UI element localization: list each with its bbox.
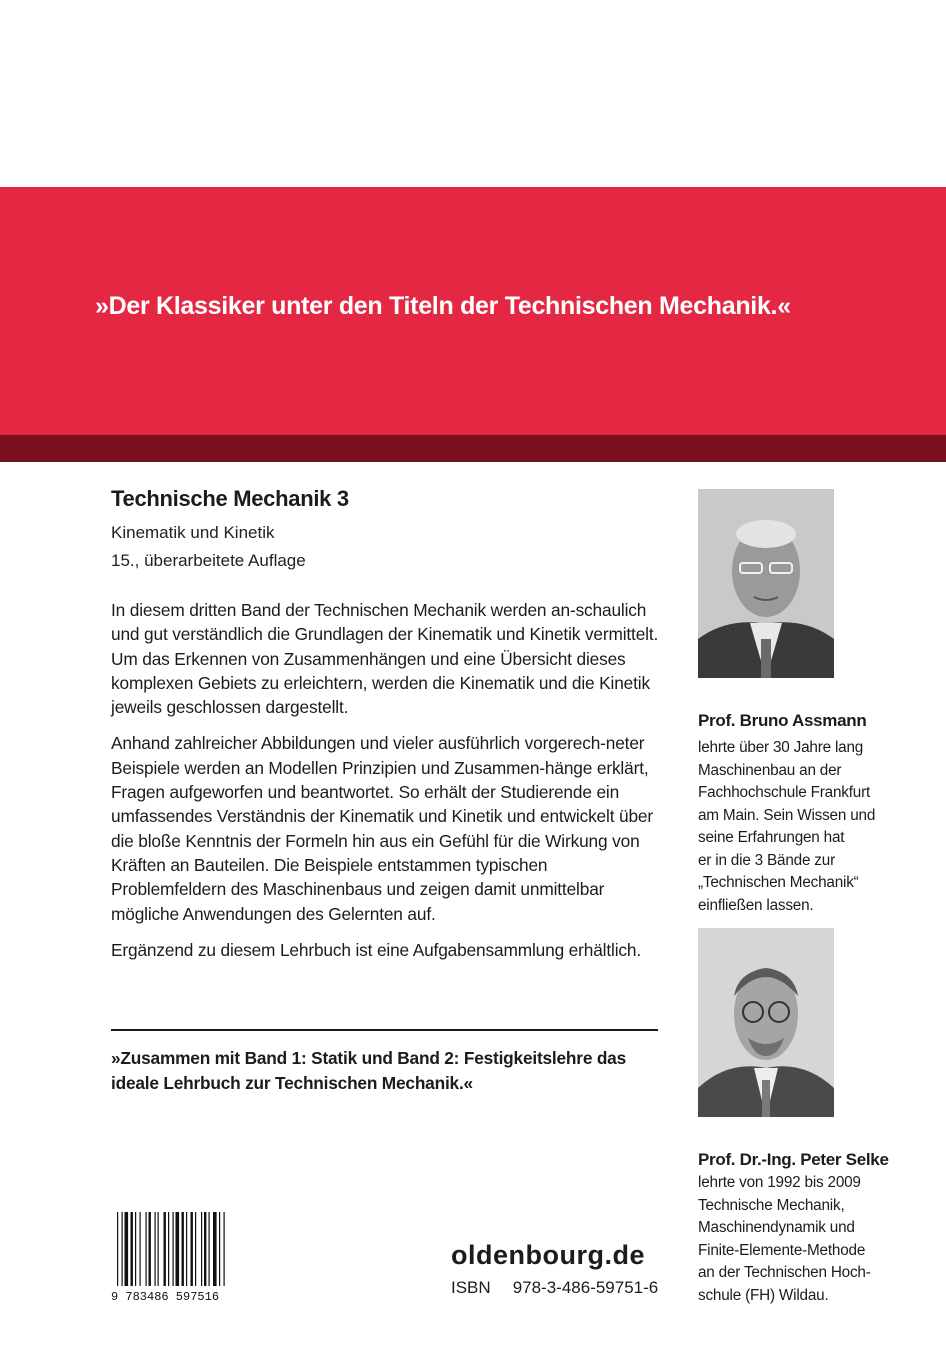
description <box>111 598 659 974</box>
author-name-selke: Prof. Dr.-Ing. Peter Selke <box>698 1150 889 1169</box>
divider <box>111 1029 658 1031</box>
isbn-line <box>451 1278 658 1298</box>
book-subtitle: Kinematik und Kinetik <box>111 523 275 542</box>
header-quote: »Der Klassiker unter den Titeln der Technischen Mechanik.« <box>95 292 791 320</box>
header-dark-stripe <box>0 435 946 462</box>
author-bio-selke: lehrte von 1992 bis 2009 Technische Mechanik, Maschinendynamik und Finite-Elemente-Methode an der Technischen Hoch- schule (FH) Wildau. <box>698 1174 871 1304</box>
publisher-url[interactable]: oldenbourg.de <box>451 1240 645 1270</box>
barcode-digits: 9 783486 597516 <box>111 1290 220 1302</box>
author-bio-assmann: lehrte über 30 Jahre lang Maschinenbau an der Fachhochschule Frankfurt am Main. Sein Wissen und seine Erfahrungen hat er in die 3 Bände zur „Technischen Mechanik“ einfließen lassen. <box>698 739 876 914</box>
description-paragraph-3: Ergänzend zu diesem Lehrbuch ist eine Aufgabensammlung erhältlich. <box>111 939 641 960</box>
book-title: Technische Mechanik 3 <box>111 486 349 511</box>
book-edition: 15., überarbeitete Auflage <box>111 551 306 570</box>
isbn-barcode <box>111 1212 261 1302</box>
description-paragraph-1: In diesem dritten Band der Technischen Mechanik werden an-schaulich und gut verständlich die Grundlagen der Kinematik und Kinetik vermittelt. Um das Erkennen von Zusammenhängen und eine Übersicht dieses komplexen Gebiets zu erleichtern, werden die Kinematik und die Kinetik jeweils geschlossen dargestellt. <box>111 600 659 718</box>
barcode-graphic <box>111 1212 261 1302</box>
description-paragraph-2: Anhand zahlreicher Abbildungen und vieler ausführlich vorgerech-neter Beispiele werden an Modellen Prinzipien und Zusammen-hänge erklärt, Fragen aufgeworfen und beantwortet. So erhält der Studierende ein umfassendes Verständnis der Kinematik und Kinetik und entwickelt über die bloße Kenntnis der Formeln hin aus ein Gefühl für die Wirkung von Kräften an Bauteilen. Die Beispiele entstammen typischen Problemfeldern des Maschinenbaus und zeigen damit unmittelbar mögliche Anwendungen des Gelernten auf. <box>111 733 654 924</box>
isbn-number: 978-3-486-59751-6 <box>512 1278 659 1297</box>
author-name-assmann: Prof. Bruno Assmann <box>698 711 867 730</box>
isbn-label: ISBN <box>451 1278 491 1297</box>
author-photo-assmann <box>698 489 834 678</box>
author-photo-selke <box>698 928 834 1117</box>
recommendation-quote: »Zusammen mit Band 1: Statik und Band 2: Festigkeitslehre das ideale Lehrbuch zur Technischen Mechanik.« <box>111 1048 627 1093</box>
